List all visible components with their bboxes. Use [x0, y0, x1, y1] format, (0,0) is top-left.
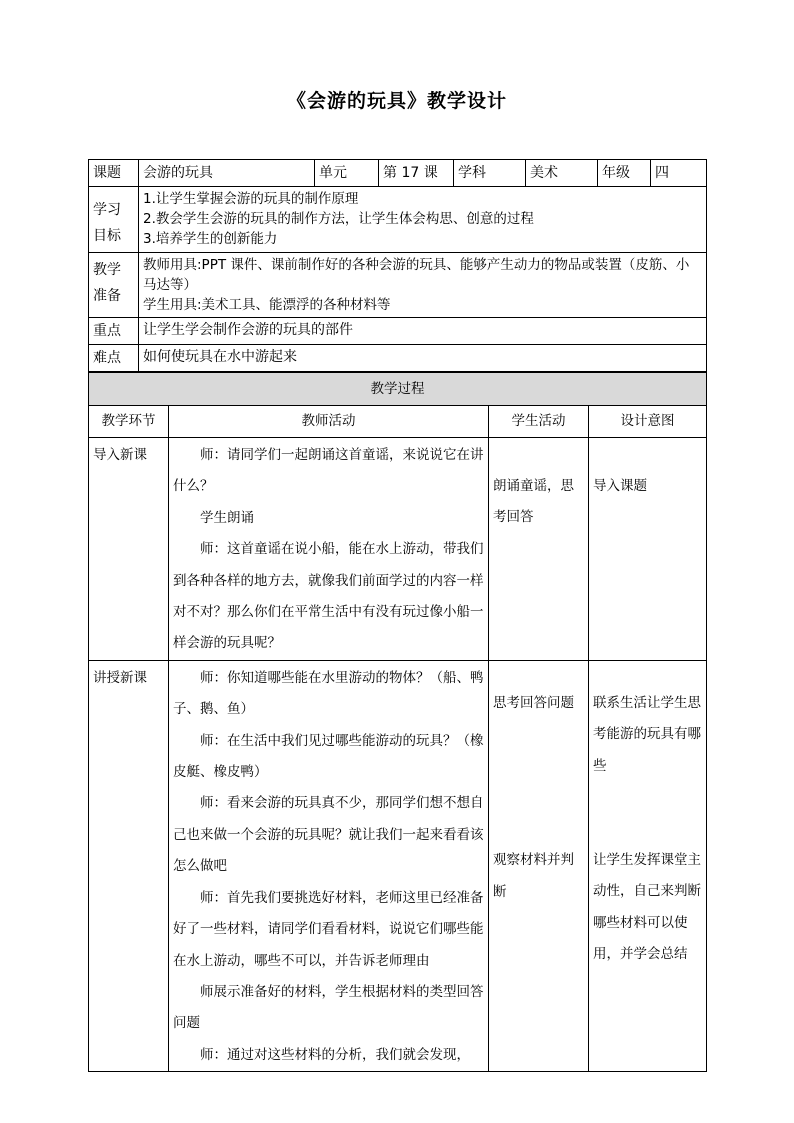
process-banner: 教学过程 [89, 373, 707, 406]
student-activity-intro [489, 438, 589, 661]
design-intent-lesson-1: 联系生活让学生思考能游的玩具有哪些 [593, 694, 701, 774]
student-activity-lesson-2: 观察材料并判断 [493, 852, 574, 900]
design-intent-lesson-2: 让学生发挥课堂主动性，自己来判断哪些材料可以使用，并学会总结 [593, 852, 701, 963]
design-intent-new-lesson [589, 660, 707, 1071]
goals-label-line-1: 学习 [93, 202, 121, 218]
lesson-paragraph-5: 师展示准备好的材料，学生根据材料的类型回答问题 [173, 983, 484, 1032]
header-teacher-activity: 教师活动 [169, 406, 489, 438]
key-point-label: 重点 [89, 318, 139, 345]
prep-teacher-tools: 教师用具:PPT 课件、课前制作好的各种会游的玩具、能够产生动力的物品或装置（皮筋、小马达等） [143, 257, 690, 293]
document-title: 《会游的玩具》教学设计 [286, 90, 507, 112]
difficult-point-value: 如何使玩具在水中游起来 [139, 345, 707, 372]
difficult-point-label: 难点 [89, 345, 139, 372]
prep-cell [139, 253, 707, 318]
prep-label-line-2: 准备 [93, 288, 121, 304]
stage-intro: 导入新课 [89, 438, 169, 661]
goal-item-3: 3.培养学生的创新能力 [143, 231, 278, 247]
intro-paragraph-3: 师：这首童谣在说小船，能在水上游动，带我们到各种各样的地方去，就像我们前面学过的内容一样对不对？那么你们在平常生活中有没有玩过像小船一样会游的玩具呢？ [173, 541, 484, 652]
lesson-paragraph-3: 师：看来会游的玩具真不少，那同学们想不想自己也来做一个会游的玩具呢？就让我们一起来看看该怎么做吧 [173, 795, 484, 875]
subject-label: 学科 [454, 160, 526, 187]
teacher-activity-new-lesson [169, 660, 489, 1071]
prep-label [89, 253, 139, 318]
design-intent-intro-text: 导入课题 [593, 478, 647, 494]
subject-value: 美术 [526, 160, 598, 187]
header-design-intent: 设计意图 [589, 406, 707, 438]
grade-value: 四 [651, 160, 707, 187]
lesson-paragraph-2: 师：在生活中我们见过哪些能游动的玩具？（橡皮艇、橡皮鸭） [173, 732, 484, 781]
stage-new-lesson: 讲授新课 [89, 660, 169, 1071]
design-intent-intro [589, 438, 707, 661]
goals-cell [139, 187, 707, 253]
student-activity-intro-text: 朗诵童谣，思考回答 [493, 478, 574, 526]
lesson-paragraph-1: 师：你知道哪些能在水里游动的物体？（船、鸭子、鹅、鱼） [173, 669, 484, 718]
unit-value: 第 17 课 [379, 160, 454, 187]
goals-label-line-2: 目标 [93, 228, 121, 244]
goals-label [89, 187, 139, 253]
topic-value: 会游的玩具 [139, 160, 315, 187]
header-stage: 教学环节 [89, 406, 169, 438]
unit-label: 单元 [315, 160, 379, 187]
lesson-paragraph-6: 师：通过对这些材料的分析，我们就会发现， [200, 1046, 470, 1063]
intro-paragraph-2: 学生朗诵 [200, 509, 254, 526]
lesson-paragraph-4: 师：首先我们要挑选好材料，老师这里已经准备好了一些材料，请同学们看看材料，说说它们哪些能在水上游动，哪些不可以，并告诉老师理由 [173, 889, 484, 969]
prep-student-tools: 学生用具:美术工具、能漂浮的各种材料等 [143, 297, 391, 313]
grade-label: 年级 [598, 160, 651, 187]
teaching-process-table [88, 372, 707, 1072]
goal-item-1: 1.让学生掌握会游的玩具的制作原理 [143, 191, 359, 207]
intro-paragraph-1: 师：请同学们一起朗诵这首童谣，来说说它在讲什么？ [173, 447, 484, 495]
student-activity-new-lesson [489, 660, 589, 1071]
header-student-activity: 学生活动 [489, 406, 589, 438]
prep-label-line-1: 教学 [93, 262, 121, 278]
goal-item-2: 2.教会学生会游的玩具的制作方法，让学生体会构思、创意的过程 [143, 211, 534, 227]
topic-label: 课题 [89, 160, 139, 187]
student-activity-lesson-1: 思考回答问题 [493, 694, 574, 711]
teacher-activity-intro [169, 438, 489, 661]
lesson-info-table [88, 159, 707, 372]
key-point-value: 让学生学会制作会游的玩具的部件 [139, 318, 707, 345]
